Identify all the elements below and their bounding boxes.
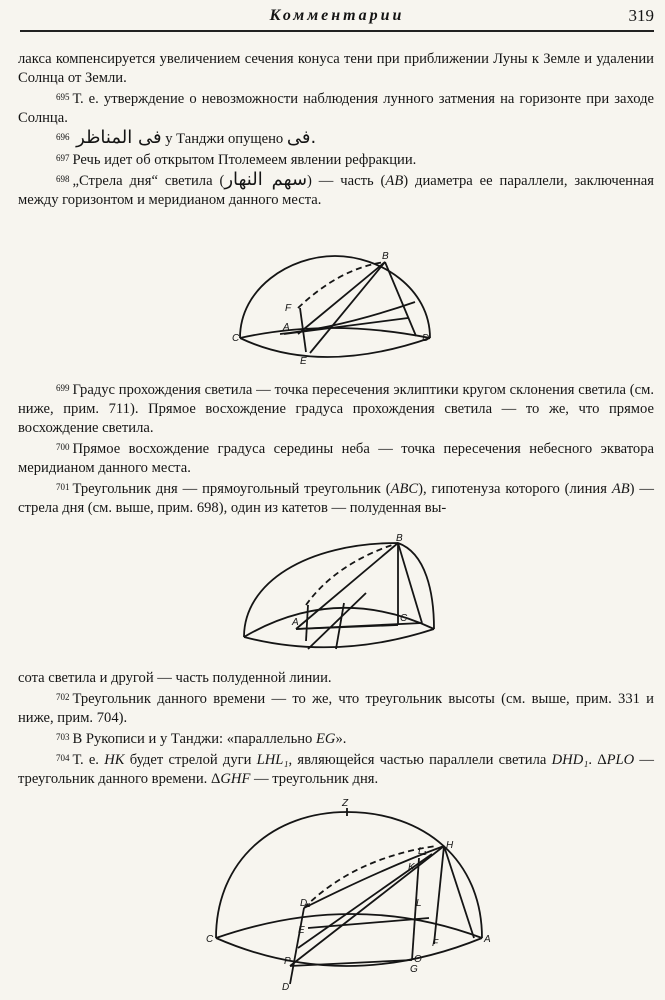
- horizon-front-arc: [240, 338, 430, 357]
- text-block-3: [18, 669, 654, 789]
- label-E: E: [300, 356, 307, 367]
- label-F: F: [432, 938, 439, 949]
- side-line: [385, 262, 416, 336]
- label-L1: L₁: [418, 846, 427, 857]
- note-number: 698: [56, 174, 70, 184]
- running-title: Комментарии: [269, 7, 405, 24]
- label-D1: D₁: [300, 898, 311, 909]
- note-text: Речь идет об открытом Птолемеем явлении рефракции.: [72, 152, 417, 168]
- note-number: 703: [56, 732, 70, 742]
- label-B: B: [396, 533, 403, 544]
- note-text: ) — часть (: [307, 173, 386, 189]
- note-703: [18, 728, 654, 749]
- running-header: [20, 4, 654, 32]
- segment-symbol: AB: [611, 481, 630, 497]
- note-697: [18, 149, 654, 170]
- label-B: B: [382, 251, 389, 262]
- note-text: Прямое восхождение градуса середины неба — точка пересечения небесного экватора меридианом данного места.: [18, 441, 654, 476]
- continued-paragraph: лакса компенсируется увеличением сечения конуса тени при приближении Луны к Земле и удалении Солнца от Земли.: [18, 51, 654, 86]
- note-number: 695: [56, 92, 70, 102]
- note-number: 697: [56, 153, 70, 163]
- label-O: O: [414, 954, 422, 965]
- triangle-base: [296, 625, 398, 629]
- note-701: [18, 478, 654, 518]
- label-A: A: [283, 322, 290, 333]
- vertical-l: [412, 858, 419, 960]
- parallel-symbol: DHD₁: [551, 752, 589, 768]
- label-C: C: [232, 333, 240, 344]
- vertical-line-1: [306, 605, 308, 641]
- note-text: ) диаметра ее параллели, заключенная между горизонтом и меридианом данного места.: [18, 173, 654, 208]
- label-G: G: [410, 964, 418, 975]
- day-parallel-dashed: [306, 543, 398, 605]
- figure-day-arrow: [230, 248, 440, 373]
- arabic-phrase: فی المناظر: [76, 127, 162, 148]
- note-text: ».: [335, 731, 347, 747]
- text-block-1: [18, 50, 654, 210]
- note-702: [18, 688, 654, 728]
- note-number: 702: [56, 692, 70, 702]
- day-arrow-line: [296, 543, 398, 629]
- label-Z: Z: [342, 798, 349, 809]
- triangle-symbol: ABC: [390, 481, 419, 497]
- label-A: A: [292, 617, 299, 628]
- label-A: A: [484, 934, 491, 945]
- arc-symbol: LHL₁: [256, 752, 289, 768]
- figure-day-triangle: [236, 533, 446, 663]
- label-C: C: [400, 613, 408, 624]
- note-text: — треугольник дня.: [250, 771, 379, 787]
- day-parallel-dashed: [298, 262, 385, 308]
- label-P: P: [284, 956, 291, 967]
- note-number: 701: [56, 482, 70, 492]
- note-number: 700: [56, 442, 70, 452]
- segment-symbol: EG: [315, 731, 336, 747]
- note-number: 704: [56, 753, 70, 763]
- note-695: [18, 88, 654, 128]
- note-text: Треугольник дня — прямоугольный треугольник (: [72, 481, 391, 497]
- note-text: ), гипотенуза которого (линия: [418, 481, 612, 497]
- meridian-line: [310, 262, 385, 353]
- note-number: 696: [56, 132, 70, 142]
- note-text: Т. е.: [72, 752, 105, 768]
- label-E: E: [298, 925, 305, 936]
- text-block-2: [18, 379, 654, 518]
- arabic-phrase: سهم النهار: [224, 169, 308, 190]
- note-text: будет стрелой дуги: [124, 752, 257, 768]
- label-H: H: [446, 840, 454, 851]
- note-text: „Стрела дня“ светила (: [72, 173, 225, 189]
- note-number: 699: [56, 383, 70, 393]
- note-699: [18, 379, 654, 438]
- page-number: 319: [628, 6, 654, 25]
- note-text: — треугольник данного времени. Δ: [18, 752, 654, 787]
- meridian-line: [444, 846, 474, 938]
- note-698: [18, 170, 654, 210]
- horizon-front-arc: [216, 938, 482, 966]
- vertical-h: [434, 846, 444, 944]
- label-C: C: [206, 934, 214, 945]
- side-line-2: [308, 918, 429, 928]
- label-D: D: [422, 333, 430, 344]
- note-text: ) — стрела дня (см. выше, прим. 698), один из катетов — полуденная вы-: [18, 481, 655, 516]
- note-text: . Δ: [588, 752, 607, 768]
- horizon-back-arc: [240, 328, 430, 338]
- figure-time-triangle: [204, 798, 494, 994]
- note-text: В Рукописи и у Танджи: «параллельно: [72, 731, 316, 747]
- note-704: [18, 749, 654, 789]
- horizon-back-arc: [216, 914, 482, 938]
- note-700: [18, 438, 654, 478]
- note-text: Треугольник данного времени — то же, что треугольник высоты (см. выше, прим. 331 и ниже, прим. 704).: [18, 691, 654, 726]
- label-L: L: [416, 898, 422, 909]
- label-K: K: [408, 862, 415, 873]
- note-text: , являющейся частью параллели светила: [288, 752, 552, 768]
- note-text: Градус прохождения светила — точка пересечения эклиптики кругом склонения светила (см. ниже, прим. 711). Прямое восхождение градуса прохождения светила — то же, что прямое восхождение светила.: [18, 382, 654, 436]
- label-D: D: [282, 982, 290, 993]
- triangle-symbol: PLO: [606, 752, 635, 768]
- continued-paragraph: сота светила и другой — часть полуденной линии.: [18, 670, 332, 686]
- note-text: у Танджи опущено: [165, 131, 284, 147]
- note-text: Т. е. утверждение о невозможности наблюдения лунного затмения на горизонте при заходе Солнца.: [18, 91, 654, 126]
- segment-symbol: AB: [385, 173, 404, 189]
- segment-symbol: HK: [104, 752, 125, 768]
- triangle-symbol: GHF: [220, 771, 251, 787]
- arabic-word: فی.: [286, 127, 317, 148]
- note-696: [18, 128, 654, 149]
- meridian-line: [398, 543, 422, 623]
- label-F: F: [285, 303, 292, 314]
